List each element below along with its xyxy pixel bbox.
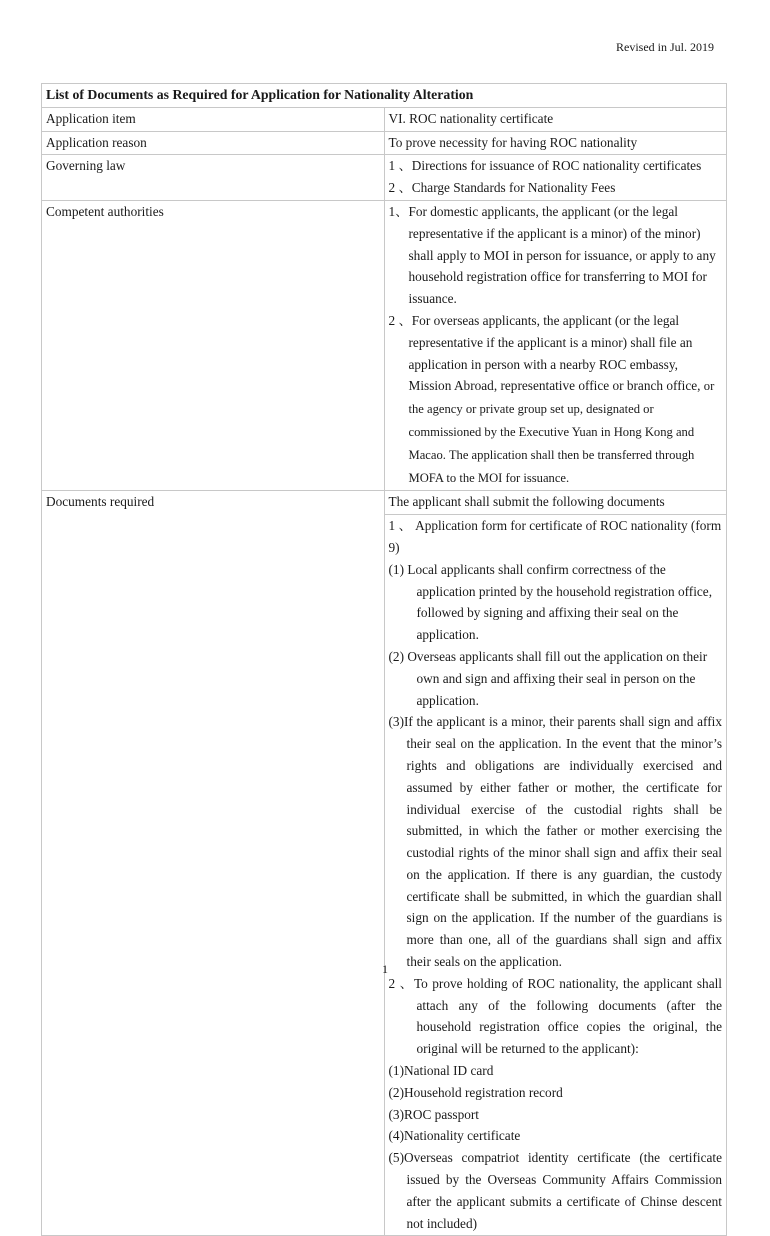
governing-law-item: 2 、Charge Standards for Nationality Fees <box>388 180 616 196</box>
authority-item-domestic: 1、For domestic applicants, the applicant (or the legal representative if the applicant is a minor) of the minor) shall apply to MOI in person for issuance, or apply to any household registration office for transferring to MOI for issuance. <box>388 203 716 307</box>
documents-required-value <box>384 491 727 1236</box>
competent-authorities-value <box>384 200 727 490</box>
application-reason-label: Application reason <box>42 131 385 155</box>
documents-required-label: Documents required <box>42 491 385 1236</box>
revision-date: Revised in Jul. 2019 <box>616 40 714 54</box>
documents-sub-local: (1) Local applicants shall confirm correctness of the application printed by the household registration office, followed by signing and affixing their seal on the application. <box>388 561 713 643</box>
application-reason-value: To prove necessity for having ROC nationality <box>384 131 727 155</box>
documents-sub-minor: (3)If the applicant is a minor, their parents shall sign and affix their seal on the application. In the event that the minor’s rights and obligations are individually exercised and assumed by either father or mother, the certificate for individual exercise of the custodial rights shall be submitted, in which the father or mother exercising the custodial rights of the minor shall sign and affix their seal on the application. If there is any guardian, the custody certificate shall be submitted, in which the guardian shall sign on the application. If the number of the guardians is more than one, all of the guardians shall sign and affix their seals on the application. <box>388 714 722 970</box>
documents-table <box>41 83 727 1236</box>
list-item: (2)Household registration record <box>388 1084 563 1100</box>
table-title-row <box>42 84 727 108</box>
competent-authorities-row <box>42 200 727 490</box>
table-title: List of Documents as Required for Application for Nationality Alteration <box>42 84 727 108</box>
governing-law-label: Governing law <box>42 155 385 201</box>
authority-item-overseas-part2: or the agency or private group set up, designated or commissioned by the Executive Yuan in Hong Kong and Macao. The application shall then be transferred through MOFA to the MOI for issuance. <box>408 379 715 485</box>
list-item: (4)Nationality certificate <box>388 1128 521 1144</box>
list-item: (1)National ID card <box>388 1063 494 1079</box>
governing-law-row <box>42 155 727 201</box>
application-item-value: VI. ROC nationality certificate <box>384 107 727 131</box>
documents-item-application-form: 1 、 Application form for certificate of ROC nationality (form 9) <box>388 518 722 555</box>
list-item: (3)ROC passport <box>388 1106 479 1122</box>
application-item-label: Application item <box>42 107 385 131</box>
governing-law-item: 1 、Directions for issuance of ROC nationality certificates <box>388 158 702 174</box>
competent-authorities-label: Competent authorities <box>42 200 385 490</box>
documents-item-proof: 2 、To prove holding of ROC nationality, the applicant shall attach any of the following documents (after the household registration office copies the original, the original will be returned to the applicant): <box>388 975 722 1057</box>
page-number: 1 <box>382 962 388 976</box>
authority-item-overseas-part1: 2 、For overseas applicants, the applicant (or the legal representative if the applicant is a minor) shall file an application in person with a nearby ROC embassy, Mission Abroad, representative office or branch office, <box>388 312 701 394</box>
governing-law-value <box>384 155 727 201</box>
documents-required-row <box>42 491 727 1236</box>
documents-sub-overseas: (2) Overseas applicants shall fill out the application on their own and sign and affixing their seal in person on the application. <box>388 648 708 708</box>
authority-item-overseas <box>389 310 723 489</box>
application-item-row <box>42 107 727 131</box>
application-reason-row <box>42 131 727 155</box>
list-item: (5)Overseas compatriot identity certificate (the certificate issued by the Overseas Community Affairs Commission after the applicant submits a certificate of Chinse descent not included) <box>388 1150 722 1231</box>
documents-intro: The applicant shall submit the following documents <box>385 491 727 515</box>
